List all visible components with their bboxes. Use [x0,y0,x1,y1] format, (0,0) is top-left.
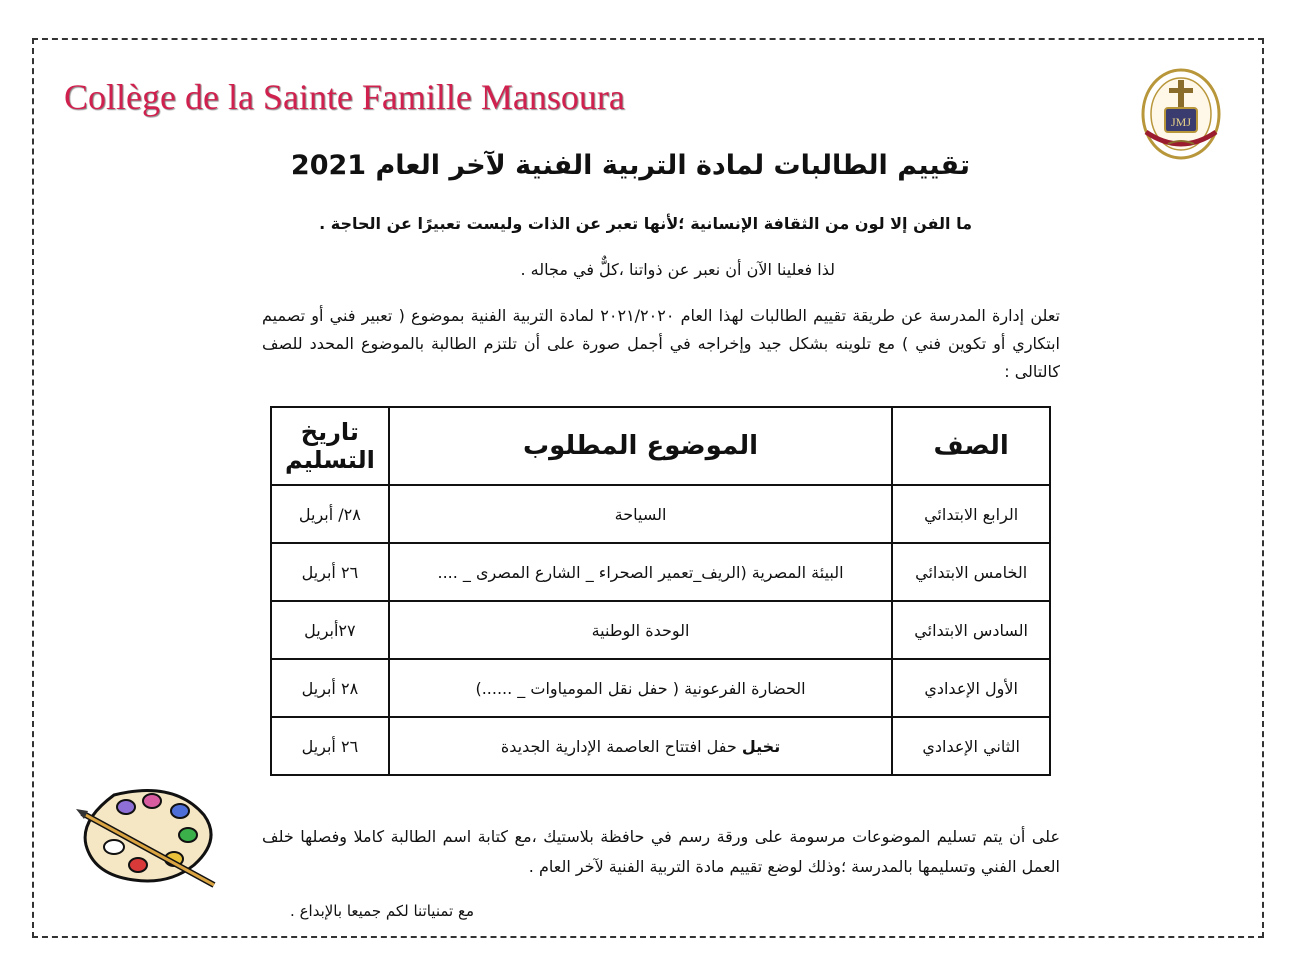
cell-grade: السادس الابتدائي [892,601,1050,659]
cell-grade: الثاني الإعدادي [892,717,1050,775]
subline: لذا فعلينا الآن أن نعبر عن ذواتنا ،كلٌّ في مجاله . [520,260,835,279]
cell-topic-rest: حفل افتتاح العاصمة الإدارية الجديدة [500,736,742,756]
table-row [271,543,1050,601]
table-row [271,485,1050,543]
cell-date: ٢٦ أبريل [271,543,389,601]
cell-date: ٢٨/ أبريل [271,485,389,543]
cell-date: ٢٦ أبريل [271,717,389,775]
school-crest-icon [1138,66,1224,166]
school-name: Collège de la Sainte Famille Mansoura [64,77,625,117]
cell-topic: البيئة المصرية (الريف_تعمير الصحراء _ الشارع المصرى _ .... [389,543,893,601]
cell-topic-bold: تخيل [741,736,781,756]
svg-text:JMJ: JMJ [1170,115,1192,129]
cell-date: ٢٧أبريل [271,601,389,659]
table-header-row [271,407,1050,485]
closing-wishes: مع تمنياتنا لكم جميعا بالإبداع . [290,902,474,920]
table-row [271,659,1050,717]
header-date: تاريخ التسليم [271,407,389,485]
cell-grade: الأول الإعدادي [892,659,1050,717]
table-row [271,601,1050,659]
paint-palette-icon [74,785,224,890]
intro-paragraph: تعلن إدارة المدرسة عن طريقة تقييم الطالبات لهذا العام ٢٠٢١/٢٠٢٠ لمادة التربية الفنية بموضوع ( تعبير فني أو تصميم ابتكاري أو تكوين فني ) مع تلوينه بشكل جيد وإخراجه في أجمل صورة على أن تلتزم الطالبة بالموضوع المحدد للصف كالتالى : [262,306,1060,381]
header-topic: الموضوع المطلوب [389,407,893,485]
cell-topic: الوحدة الوطنية [389,601,893,659]
cell-date: ٢٨ أبريل [271,659,389,717]
assignments-table [270,406,1051,776]
footer-paragraph: على أن يتم تسليم الموضوعات مرسومة على ورقة رسم في حافظة بلاستيك ،مع كتابة اسم الطالبة كاملا وفصلها خلف العمل الفني وتسليمها بالمدرسة ؛وذلك لوضع تقييم مادة التربية الفنية لآخر العام . [262,827,1060,876]
header-grade: الصف [892,407,1050,485]
cell-grade: الخامس الابتدائي [892,543,1050,601]
cell-topic: السياحة [389,485,893,543]
table-row [271,717,1050,775]
cell-topic: الحضارة الفرعونية ( حفل نقل المومياوات _ ......) [389,659,893,717]
cell-grade: الرابع الابتدائي [892,485,1050,543]
quote-line: ما الفن إلا لون من الثقافة الإنسانية ؛لأنها تعبر عن الذات وليست تعبيرًا عن الحاجة . [319,214,972,233]
cell-topic [389,717,893,775]
page-title: تقييم الطالبات لمادة التربية الفنية لآخر العام 2021 [290,150,970,181]
